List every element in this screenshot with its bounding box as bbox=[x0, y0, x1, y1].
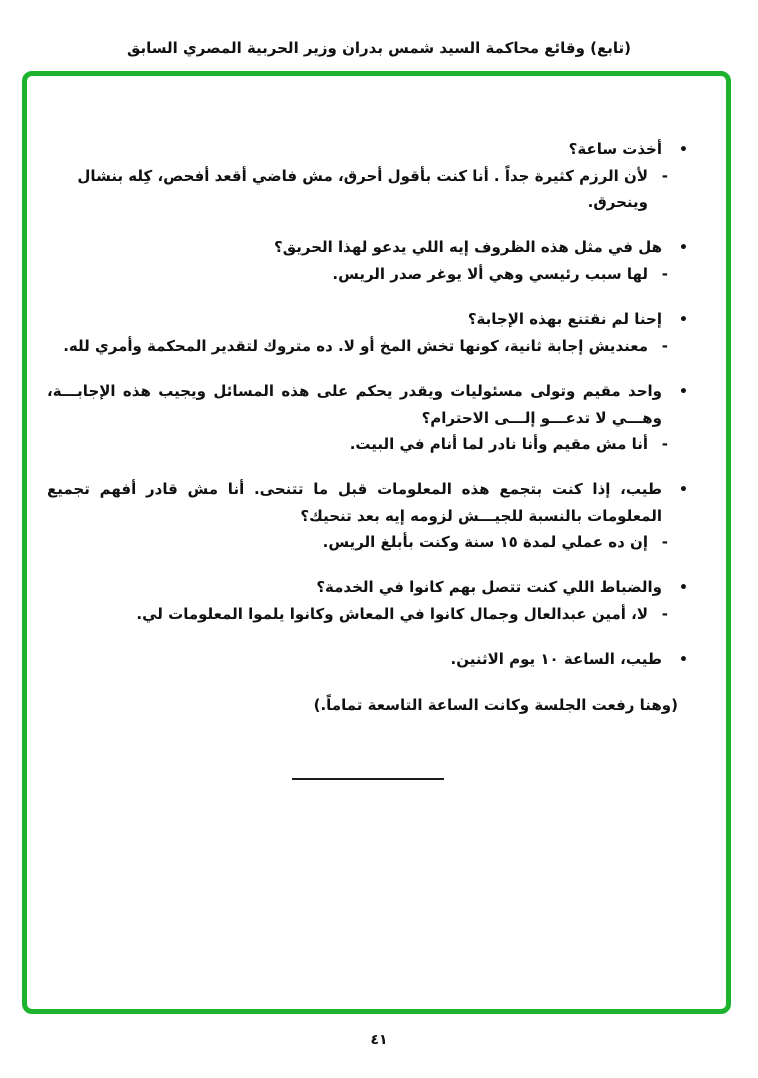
question-line bbox=[47, 378, 688, 431]
bullet-marker: • bbox=[679, 652, 688, 668]
answer-text: لا، أمين عبدالعال وجمال كانوا في المعاش وكانوا يلموا المعلومات لي. bbox=[136, 605, 648, 623]
answer-line bbox=[47, 261, 688, 287]
answer-line bbox=[47, 163, 688, 215]
bullet-marker: • bbox=[679, 384, 688, 400]
qa-block bbox=[47, 476, 688, 555]
bullet-marker: • bbox=[679, 482, 688, 498]
question-text: والضباط اللي كنت تتصل بهم كانوا في الخدمة؟ bbox=[316, 578, 662, 596]
dash-marker: - bbox=[661, 265, 668, 283]
question-line bbox=[47, 574, 688, 601]
question-text: واحد مقيم وتولى مسئوليات ويقدر يحكم على هذه المسائل ويجيب هذه الإجابـــة، وهـــي لا تدعـــو إلـــى الاحترام؟ bbox=[47, 382, 662, 427]
dash-marker: - bbox=[661, 435, 668, 453]
question-text: هل في مثل هذه الظروف إيه اللي يدعو لهذا الحريق؟ bbox=[274, 238, 662, 256]
question-text: أخذت ساعة؟ bbox=[568, 140, 662, 158]
dash-marker: - bbox=[661, 337, 668, 355]
question-text: طيب، إذا كنت بتجمع هذه المعلومات قبل ما تتنحى. أنا مش قادر أفهم تجميع المعلومات بالنسبة للجيـــش لزومه إيه بعد تنحيك؟ bbox=[47, 480, 662, 525]
question-line bbox=[47, 306, 688, 333]
question-line bbox=[47, 646, 688, 673]
bullet-marker: • bbox=[679, 312, 688, 328]
qa-block bbox=[47, 234, 688, 287]
transcript-content bbox=[27, 76, 726, 1009]
closing-note: (وهنا رفعت الجلسة وكانت الساعة التاسعة تماماً.) bbox=[313, 696, 678, 714]
page-number: ٤١ bbox=[370, 1032, 388, 1048]
qa-block bbox=[47, 306, 688, 359]
answer-text: معنديش إجابة ثانية، كونها تخش المخ أو لا. ده متروك لتقدير المحكمة وأمري لله. bbox=[63, 337, 648, 355]
question-line bbox=[47, 476, 688, 529]
page-header-title: (تابع) وقائع محاكمة السيد شمس بدران وزير الحربية المصري السابق bbox=[126, 39, 632, 57]
answer-line bbox=[47, 601, 688, 627]
answer-line bbox=[47, 431, 688, 457]
dash-marker: - bbox=[661, 533, 668, 551]
qa-block bbox=[47, 378, 688, 457]
question-text: طيب، الساعة ١٠ يوم الاثنين. bbox=[450, 650, 662, 668]
answer-text: إن ده عملي لمدة ١٥ سنة وكنت بأبلغ الريس. bbox=[322, 533, 648, 551]
question-line bbox=[47, 136, 688, 163]
question-text: إحنا لم نقتنع بهذه الإجابة؟ bbox=[467, 310, 662, 328]
qa-block bbox=[47, 136, 688, 215]
answer-line bbox=[47, 333, 688, 359]
section-divider-line bbox=[292, 778, 444, 780]
qa-block bbox=[47, 574, 688, 627]
answer-text: لأن الرزم كثيرة جداً . أنا كنت بأقول أحرق، مش فاضي أقعد أفحص، كِله بنشال وينحرق. bbox=[77, 167, 648, 211]
green-border-frame bbox=[22, 71, 731, 1014]
answer-line bbox=[47, 529, 688, 555]
dash-marker: - bbox=[661, 605, 668, 623]
bullet-marker: • bbox=[679, 240, 688, 256]
dash-marker: - bbox=[661, 167, 668, 185]
bullet-marker: • bbox=[679, 580, 688, 596]
qa-block bbox=[47, 646, 688, 673]
answer-text: أنا مش مقيم وأنا نادر لما أنام في البيت. bbox=[349, 435, 648, 453]
bullet-marker: • bbox=[679, 142, 688, 158]
question-line bbox=[47, 234, 688, 261]
answer-text: لها سبب رئيسي وهي ألا يوغر صدر الريس. bbox=[332, 265, 648, 283]
